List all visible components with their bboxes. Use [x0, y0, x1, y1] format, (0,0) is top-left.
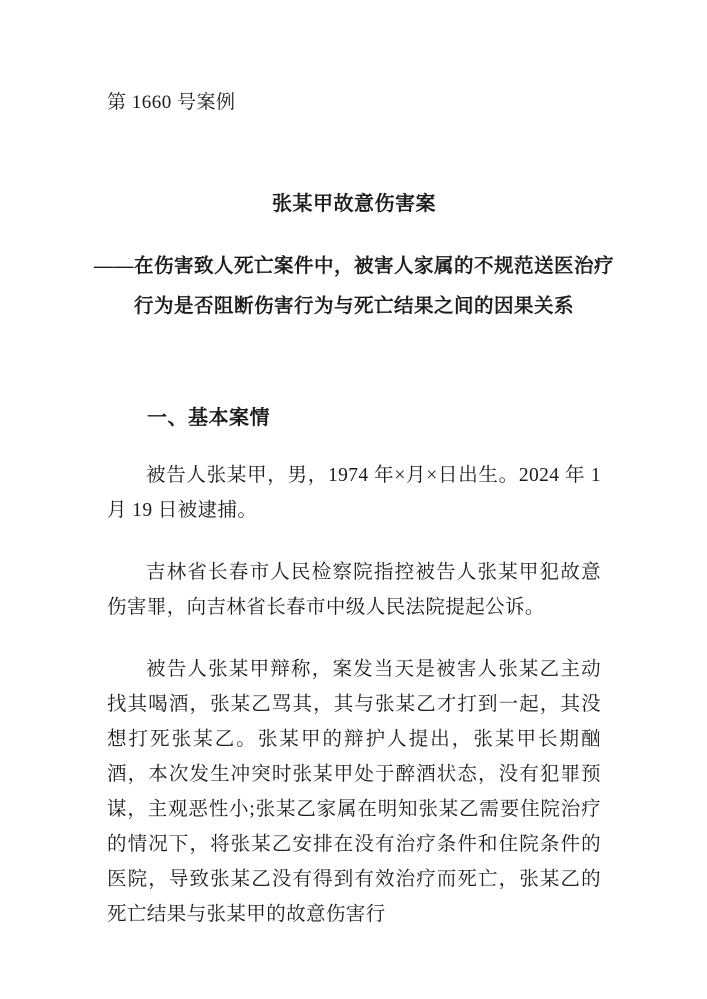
document-subtitle	[93, 247, 615, 327]
paragraph-defense-argument: 被告人张某甲辩称，案发当天是被害人张某乙主动找其喝酒，张某乙骂其，其与张某乙才打到一起，其没想打死张某乙。张某甲的辩护人提出，张某甲长期酗酒，本次发生冲突时张某甲处于醉酒状态，没有犯罪预谋，主观恶性小;张某乙家属在明知张某乙需要住院治疗的情况下，将张某乙安排在没有治疗条件和住院条件的医院，导致张某乙没有得到有效治疗而死亡，张某乙的死亡结果与张某甲的故意伤害行	[107, 659, 601, 925]
subtitle-line-1: ——在伤害致人死亡案件中，被害人家属的不规范送医治疗	[93, 256, 614, 277]
paragraph-prosecution: 吉林省长春市人民检察院指控被告人张某甲犯故意伤害罪，向吉林省长春市中级人民法院提起公诉。	[107, 562, 601, 618]
subtitle-line-2: 行为是否阻断伤害行为与死亡结果之间的因果关系	[133, 296, 574, 317]
section-heading-basic-facts: 一、基本案情	[147, 407, 270, 429]
document-title: 张某甲故意伤害案	[272, 193, 436, 215]
paragraph-defendant-info: 被告人张某甲，男，1974 年×月×日出生。2024 年 1 月 19 日被逮捕。	[107, 465, 601, 521]
case-number: 第 1660 号案例	[107, 92, 236, 113]
